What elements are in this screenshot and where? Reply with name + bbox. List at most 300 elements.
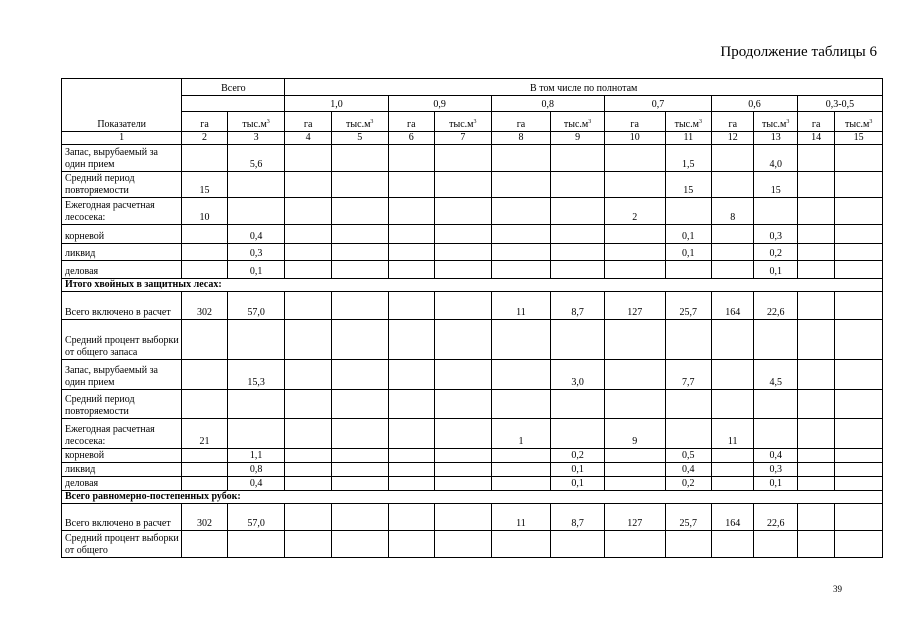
column-number: 2 [182,132,227,145]
table-cell [331,449,388,463]
table-cell [388,145,435,172]
header-group: 1,0 [285,96,388,112]
table-row [62,261,883,279]
table-cell [285,244,332,261]
table-cell [491,261,551,279]
table-cell: 22,6 [754,292,797,320]
table-cell: 21 [182,419,227,449]
table-cell [285,449,332,463]
row-label: Запас, вырубаемый за один прием [62,145,182,172]
row-label: Средний период повторяемости [62,390,182,419]
table-cell [491,449,551,463]
table-cell: 0,5 [665,449,712,463]
column-number: 8 [491,132,551,145]
table-cell [388,225,435,244]
table-cell [388,463,435,477]
table-cell: 3,0 [551,360,605,390]
section-heading: Итого хвойных в защитных лесах: [62,279,883,292]
table-cell [491,360,551,390]
row-label: ликвид [62,244,182,261]
table-cell: 302 [182,504,227,531]
table-cell [797,225,834,244]
table-cell [182,390,227,419]
table-cell: 0,1 [551,477,605,491]
table-cell: 1,5 [665,145,712,172]
header-unit-m3: $тыс.м^3$ [227,112,285,132]
table-cell [491,320,551,360]
table-cell [182,225,227,244]
row-label: Средний период повторяемости [62,172,182,198]
table-row [62,172,883,198]
column-number: 10 [604,132,665,145]
header-unit-m3: $тыс.м^3$ [754,112,797,132]
header-unit-ha: га [182,112,227,132]
table-cell [388,504,435,531]
table-cell [712,477,754,491]
column-number: 7 [435,132,492,145]
table-cell [712,531,754,558]
table-cell [491,172,551,198]
table-cell [712,449,754,463]
table-cell: 127 [604,292,665,320]
table-cell: 5,6 [227,145,285,172]
table-cell [835,463,883,477]
table-cell: 8,7 [551,292,605,320]
table-cell [797,244,834,261]
row-label: Ежегодная расчетная лесосека: [62,419,182,449]
column-number: 5 [331,132,388,145]
table-row [62,225,883,244]
table-cell: 0,4 [754,449,797,463]
table-cell: 22,6 [754,504,797,531]
table-cell [712,225,754,244]
table-cell [285,390,332,419]
table-cell [754,198,797,225]
table-cell [835,244,883,261]
table-cell [551,261,605,279]
table-cell: 0,3 [754,463,797,477]
table-cell [604,531,665,558]
table-caption: Продолжение таблицы 6 [720,44,877,60]
table-cell [797,390,834,419]
header-unit-m3: $тыс.м^3$ [665,112,712,132]
row-label: Средний процент выборки от общего [62,531,182,558]
row-label: корневой [62,225,182,244]
table-row [62,390,883,419]
table-cell: 4,0 [754,145,797,172]
table-cell [797,320,834,360]
table-cell [712,463,754,477]
table-cell [797,261,834,279]
header-unit-ha: га [797,112,834,132]
header-including: В том числе по полнотам [285,79,883,96]
table-cell: 0,4 [227,477,285,491]
table-cell [835,145,883,172]
header-total: Всего [182,79,285,96]
table-cell [712,360,754,390]
page-number: 39 [833,584,842,594]
header-unit-m3: $тыс.м^3$ [331,112,388,132]
table-cell [227,172,285,198]
table-cell [604,360,665,390]
table-cell: 4,5 [754,360,797,390]
table-cell [388,360,435,390]
table-cell [435,244,492,261]
table-cell [604,225,665,244]
table-cell [491,477,551,491]
column-number: 9 [551,132,605,145]
table-cell [285,477,332,491]
table-cell [182,145,227,172]
table-cell [797,145,834,172]
table-cell [227,419,285,449]
table-cell: 15 [665,172,712,198]
table-row [62,531,883,558]
header-group: 0,8 [491,96,604,112]
table-cell [604,145,665,172]
row-label: деловая [62,477,182,491]
table-cell [835,360,883,390]
table-row [62,292,883,320]
table-cell [797,449,834,463]
table-cell [331,390,388,419]
table-cell: 0,1 [665,225,712,244]
table-cell: 0,3 [227,244,285,261]
header-group: 0,9 [388,96,491,112]
table-cell [435,145,492,172]
table-cell [797,531,834,558]
table-cell [388,390,435,419]
table-cell [835,449,883,463]
table-cell [435,390,492,419]
table-cell [182,531,227,558]
table-cell [604,390,665,419]
table-cell [551,225,605,244]
header-unit-ha: га [604,112,665,132]
column-number: 13 [754,132,797,145]
table-cell [388,477,435,491]
table-cell [435,504,492,531]
table-cell [435,292,492,320]
row-label: ликвид [62,463,182,477]
table-cell: 302 [182,292,227,320]
table-cell: 57,0 [227,504,285,531]
header-unit-m3: $тыс.м^3$ [551,112,605,132]
table-cell [712,244,754,261]
table-cell [388,292,435,320]
table-cell [227,531,285,558]
table-cell [435,477,492,491]
table-cell [331,292,388,320]
table-cell: 11 [491,504,551,531]
table-cell [388,198,435,225]
table-cell [604,463,665,477]
table-cell [182,477,227,491]
column-number: 11 [665,132,712,145]
table-cell [797,198,834,225]
table-cell [285,261,332,279]
table-cell [331,261,388,279]
table-cell [285,198,332,225]
table-cell [835,504,883,531]
column-number: 15 [835,132,883,145]
table-cell [754,419,797,449]
table-cell: 57,0 [227,292,285,320]
table-cell [551,198,605,225]
table-cell: 0,4 [665,463,712,477]
table-cell [331,463,388,477]
table-cell: 25,7 [665,292,712,320]
table-cell [665,320,712,360]
table-cell [835,390,883,419]
table-cell [797,504,834,531]
table-cell [435,225,492,244]
table-cell [435,419,492,449]
table-cell [285,504,332,531]
table-cell [388,244,435,261]
table-cell [182,320,227,360]
table-cell: 0,1 [754,261,797,279]
table-cell [835,172,883,198]
table-cell [712,172,754,198]
table-cell: 0,3 [754,225,797,244]
table-cell [797,463,834,477]
table-row [62,360,883,390]
table-cell: 7,7 [665,360,712,390]
table-row [62,198,883,225]
table-cell: 11 [712,419,754,449]
table-cell [435,172,492,198]
table-row [62,477,883,491]
table-cell [604,449,665,463]
table-cell [551,390,605,419]
table-cell [665,531,712,558]
table-cell [388,261,435,279]
table-cell [665,419,712,449]
table-cell [331,198,388,225]
table-cell [285,292,332,320]
header-unit-ha: га [491,112,551,132]
row-label: Всего включено в расчет [62,504,182,531]
table-cell [435,360,492,390]
header-group: 0,3-0,5 [797,96,882,112]
table-cell [604,244,665,261]
table-cell [285,463,332,477]
table-cell [435,261,492,279]
table-cell [835,198,883,225]
table-cell [227,198,285,225]
table-cell [435,449,492,463]
table-cell: 15 [182,172,227,198]
table-cell [285,419,332,449]
table-cell [388,449,435,463]
table-cell [491,225,551,244]
row-label: корневой [62,449,182,463]
header-unit-ha: га [285,112,332,132]
table-cell: 9 [604,419,665,449]
table-cell: 15,3 [227,360,285,390]
table-cell [835,261,883,279]
table-cell [285,320,332,360]
header-total-spacer [182,96,285,112]
table-cell [285,225,332,244]
row-label: Всего включено в расчет [62,292,182,320]
table-cell [182,360,227,390]
table-cell [712,390,754,419]
column-number: 12 [712,132,754,145]
row-label: Средний процент выборки от общего запаса [62,320,182,360]
row-label: Запас, вырубаемый за один прием [62,360,182,390]
table-cell: 0,1 [665,244,712,261]
table-cell [491,198,551,225]
table-cell: 11 [491,292,551,320]
table-cell: 2 [604,198,665,225]
table-cell: 1,1 [227,449,285,463]
table-row [62,244,883,261]
row-label: Ежегодная расчетная лесосека: [62,198,182,225]
table-cell [835,477,883,491]
table-cell: 8,7 [551,504,605,531]
section-heading: Всего равномерно-постепенных рубок: [62,491,883,504]
table-cell [551,145,605,172]
table-cell [665,261,712,279]
table-cell [388,172,435,198]
table-cell [835,320,883,360]
table-cell [331,360,388,390]
table-cell [835,531,883,558]
table-cell [797,360,834,390]
column-number: 4 [285,132,332,145]
table-cell: 0,4 [227,225,285,244]
table-cell [331,172,388,198]
table-row [62,463,883,477]
table-cell [331,531,388,558]
table-cell: 8 [712,198,754,225]
table-cell [797,172,834,198]
table-cell [551,244,605,261]
header-indicators: Показатели [62,79,182,132]
header-group: 0,6 [712,96,798,112]
table-cell [388,320,435,360]
table-row [62,320,883,360]
table-cell [551,320,605,360]
table-cell [227,320,285,360]
table-cell: 15 [754,172,797,198]
table-cell [604,261,665,279]
header-group: 0,7 [604,96,711,112]
column-number: 3 [227,132,285,145]
table-cell [331,145,388,172]
column-number: 6 [388,132,435,145]
table-cell [551,172,605,198]
table-cell [435,198,492,225]
table-cell [435,463,492,477]
table-cell [227,390,285,419]
table-cell: 0,8 [227,463,285,477]
table-cell [285,145,332,172]
table-row [62,419,883,449]
table-cell [604,477,665,491]
table-cell [712,261,754,279]
table-cell [182,244,227,261]
table-cell [435,531,492,558]
table-cell: 25,7 [665,504,712,531]
table-cell: 0,1 [551,463,605,477]
table-cell [331,477,388,491]
header-unit-ha: га [388,112,435,132]
table-cell [491,390,551,419]
table-cell [754,390,797,419]
table-cell [435,320,492,360]
table-cell: 0,2 [754,244,797,261]
table-cell [331,225,388,244]
column-number: 1 [62,132,182,145]
table-cell [797,292,834,320]
table-cell [388,531,435,558]
table-cell [491,531,551,558]
table-row [62,449,883,463]
table-cell [754,531,797,558]
table-cell [835,292,883,320]
data-table [61,78,883,558]
table-cell [665,390,712,419]
table-cell: 164 [712,292,754,320]
table-cell: 164 [712,504,754,531]
column-number: 14 [797,132,834,145]
table-cell: 0,2 [665,477,712,491]
row-label: деловая [62,261,182,279]
table-cell [331,244,388,261]
table-cell [285,531,332,558]
table-cell [835,225,883,244]
table-cell: 0,1 [227,261,285,279]
table-cell [182,463,227,477]
table-cell [388,419,435,449]
header-unit-ha: га [712,112,754,132]
table-cell [491,244,551,261]
table-cell [604,320,665,360]
table-cell [331,504,388,531]
table-cell [182,261,227,279]
table-cell [712,145,754,172]
table-cell: 0,1 [754,477,797,491]
table-cell [665,198,712,225]
table-cell [835,419,883,449]
table-cell: 127 [604,504,665,531]
table-cell [604,172,665,198]
table-cell [491,145,551,172]
table-cell: 1 [491,419,551,449]
table-cell [551,531,605,558]
table-cell [285,172,332,198]
table-cell [182,449,227,463]
header-unit-m3: $тыс.м^3$ [435,112,492,132]
table-cell [331,320,388,360]
table-cell [754,320,797,360]
table-cell [285,360,332,390]
table-cell [551,419,605,449]
table-row [62,504,883,531]
table-row [62,145,883,172]
table-cell [797,477,834,491]
table-cell [491,463,551,477]
header-unit-m3: $тыс.м^3$ [835,112,883,132]
table-cell [797,419,834,449]
table-cell: 0,2 [551,449,605,463]
table-cell: 10 [182,198,227,225]
table-cell [712,320,754,360]
table-cell [331,419,388,449]
